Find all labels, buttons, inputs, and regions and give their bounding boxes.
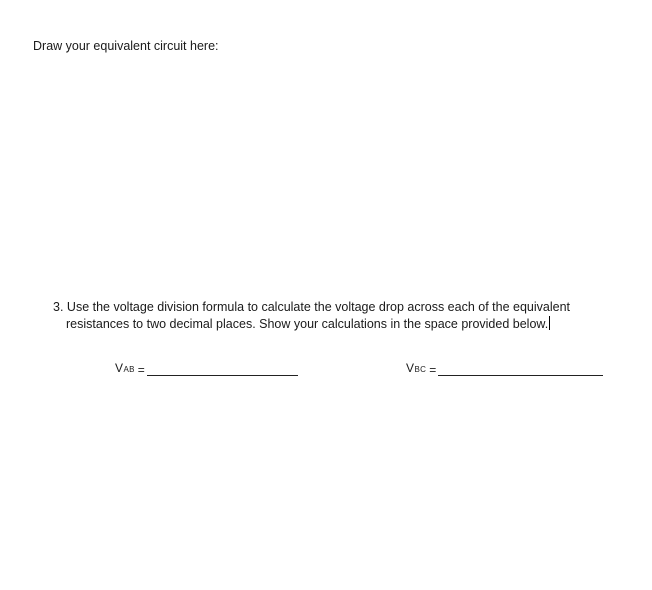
circuit-drawing-prompt: Draw your equivalent circuit here: [33,39,219,53]
vbc-label: VBC [406,361,427,375]
question-text-line-2: resistances to two decimal places. Show your calculations in the space provided below. [66,317,549,331]
question-line-1 [53,299,613,316]
vab-answer-blank[interactable] [147,363,298,376]
question-3 [53,299,613,333]
circuit-drawing-area[interactable] [33,62,619,287]
question-line-2[interactable] [53,316,613,333]
calculation-work-area[interactable] [53,390,613,580]
text-cursor [549,316,550,330]
vab-equals: = [137,363,145,377]
vbc-answer-row [406,361,603,377]
vab-subscript: AB [123,365,135,374]
vab-answer-row [115,361,298,377]
question-number: 3. [53,300,64,314]
vbc-subscript: BC [414,365,427,374]
vab-label: VAB [115,361,135,375]
vbc-answer-blank[interactable] [438,363,603,376]
vbc-equals: = [429,363,437,377]
question-text-line-1: Use the voltage division formula to calculate the voltage drop across each of the equivalent [66,300,570,314]
